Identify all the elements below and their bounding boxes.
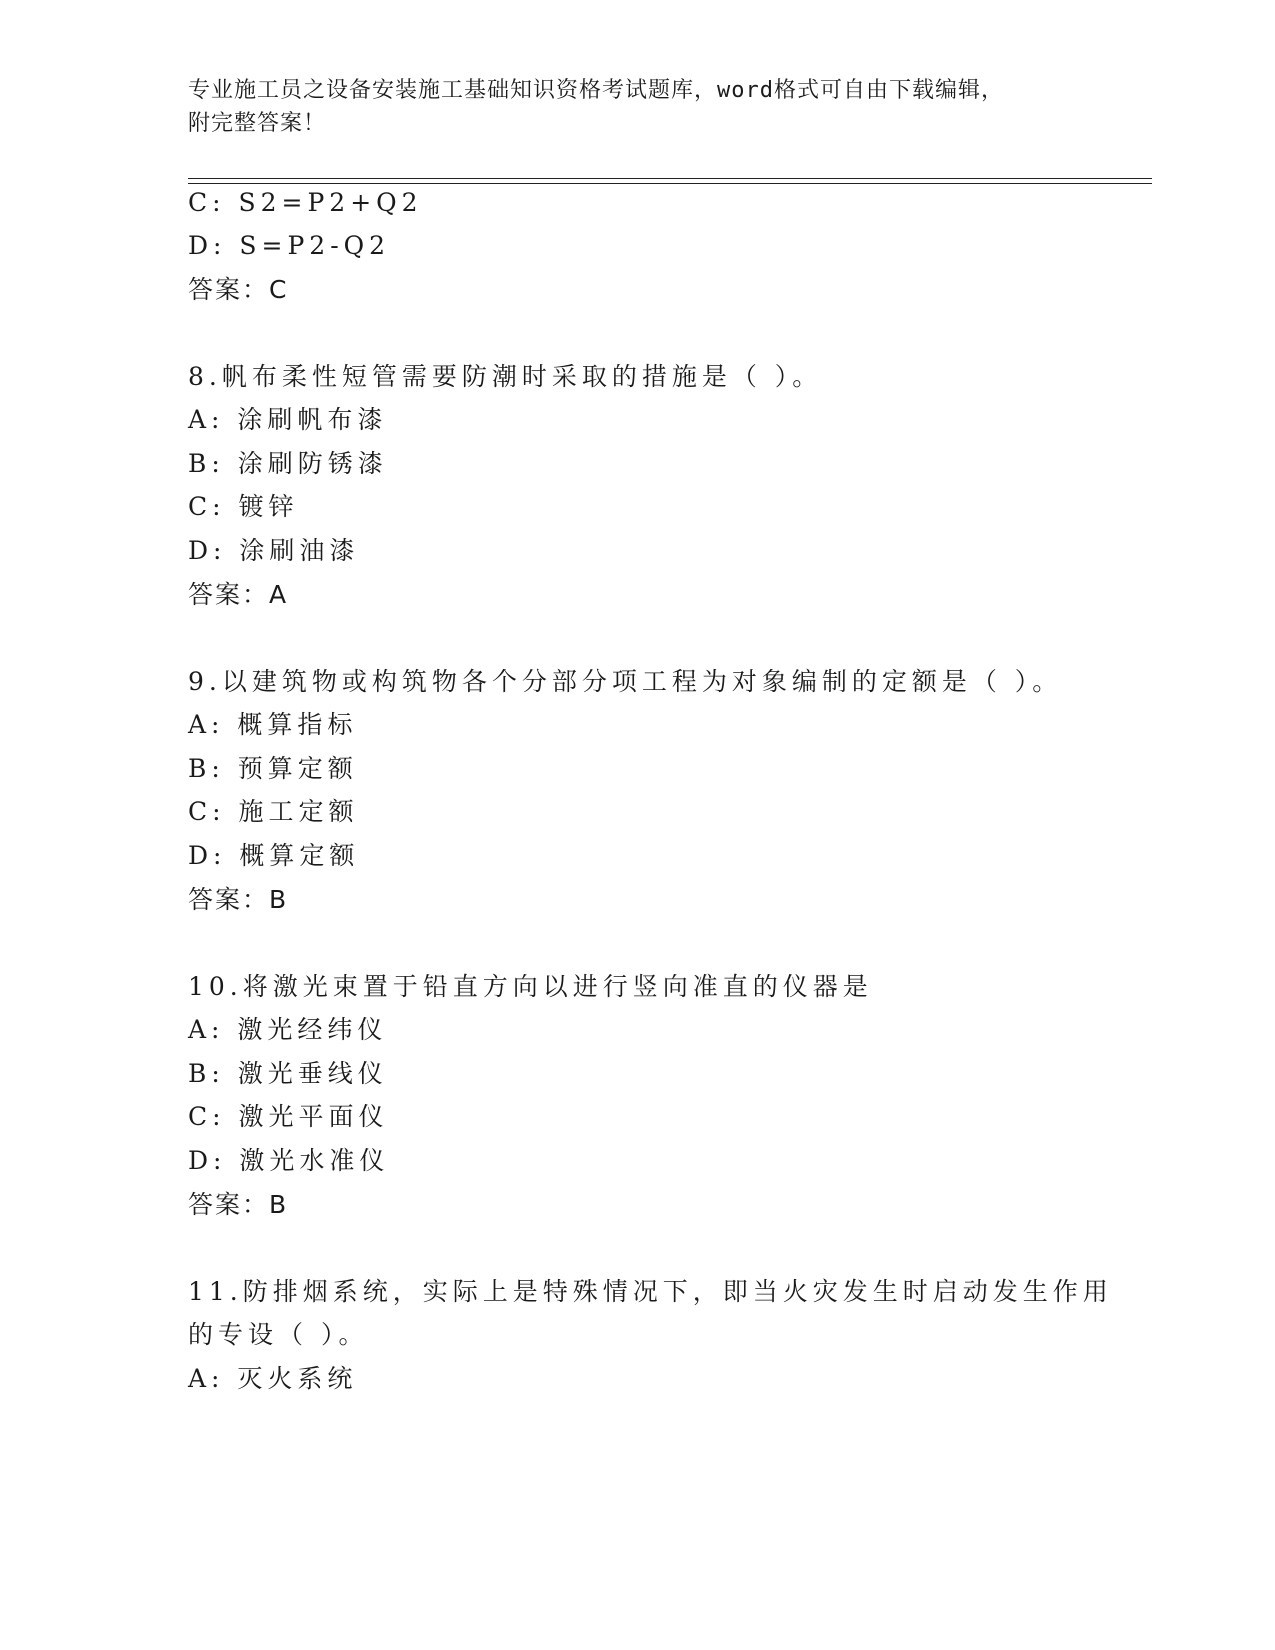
header-line-1: 专业施工员之设备安装施工基础知识资格考试题库，word格式可自由下载编辑， — [188, 78, 1004, 103]
question-9-stem: 9.以建筑物或构筑物各个分部分项工程为对象编制的定额是（ ）。 — [188, 667, 1063, 696]
question-10-answer: 答案：B — [188, 1190, 289, 1219]
question-8-option-c: C: 镀锌 — [188, 492, 299, 521]
question-9-option-c: C: 施工定额 — [188, 797, 359, 826]
header-divider-bottom — [188, 183, 1152, 184]
question-10-option-a: A: 激光经纬仪 — [188, 1015, 388, 1044]
question-9-answer: 答案：B — [188, 885, 289, 914]
question-11-stem-line-2: 的专设（ ）。 — [188, 1320, 369, 1349]
question-8-option-a: A: 涂刷帆布漆 — [188, 405, 388, 434]
header-divider-top — [188, 178, 1152, 179]
question-10-option-c: C: 激光平面仪 — [188, 1102, 389, 1131]
question-10-option-b: B: 激光垂线仪 — [188, 1059, 388, 1088]
option-c: C: S2=P2+Q2 — [188, 188, 423, 217]
question-9-option-a: A: 概算指标 — [188, 710, 358, 739]
question-11-option-a: A: 灭火系统 — [188, 1364, 358, 1393]
answer-line: 答案：C — [188, 275, 289, 304]
question-9-option-b: B: 预算定额 — [188, 754, 358, 783]
question-8-option-d: D: 涂刷油漆 — [188, 536, 360, 565]
question-8-answer: 答案：A — [188, 580, 289, 609]
question-8-stem: 8.帆布柔性短管需要防潮时采取的措施是（ ）。 — [188, 362, 823, 391]
question-10-stem: 10.将激光束置于铅直方向以进行竖向准直的仪器是 — [188, 972, 873, 1001]
question-11-stem-line-1: 11.防排烟系统，实际上是特殊情况下，即当火灾发生时启动发生作用 — [188, 1277, 1113, 1306]
question-8-option-b: B: 涂刷防锈漆 — [188, 449, 388, 478]
question-9-option-d: D: 概算定额 — [188, 841, 360, 870]
header-line-2: 附完整答案！ — [188, 111, 327, 136]
question-10-option-d: D: 激光水准仪 — [188, 1146, 390, 1175]
option-d: D: S=P2-Q2 — [188, 231, 391, 260]
document-header — [188, 74, 1088, 140]
